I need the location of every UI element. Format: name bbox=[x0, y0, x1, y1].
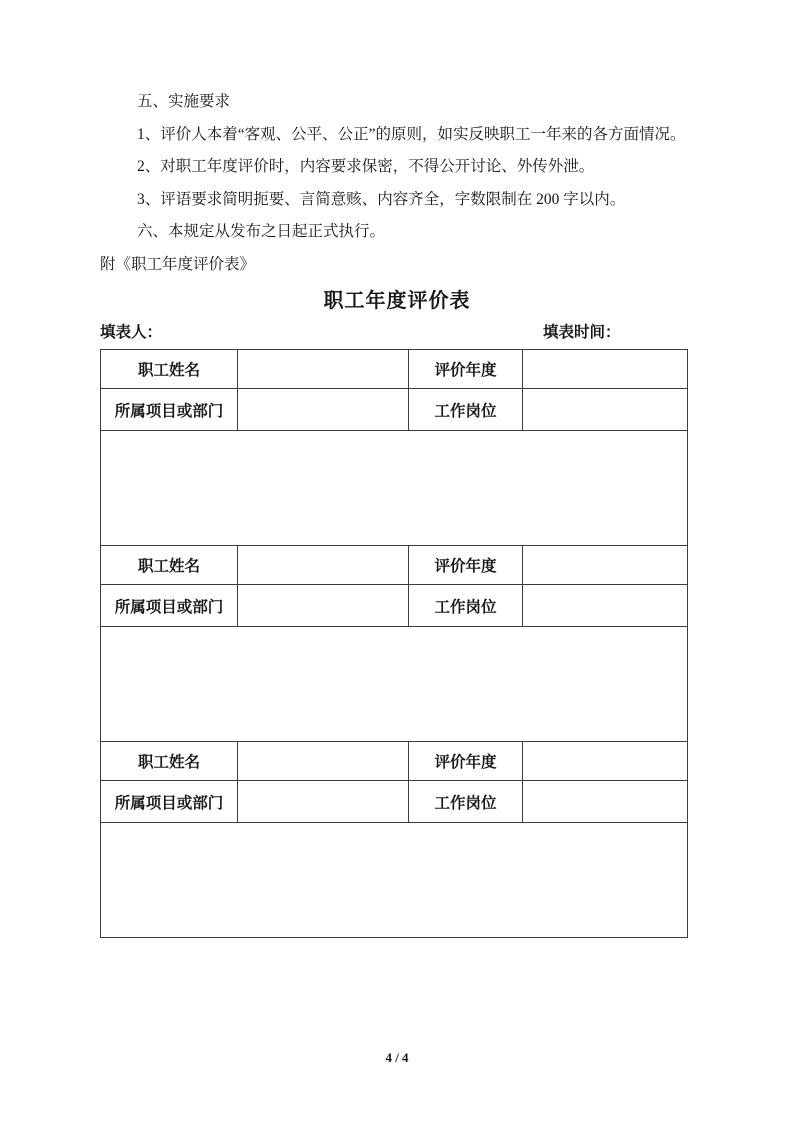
filler-label: 填表人： bbox=[100, 324, 163, 341]
year-label: 评价年度 bbox=[409, 546, 523, 585]
section6-text: 六、本规定从发布之日起正式执行。 bbox=[137, 223, 386, 240]
table-row bbox=[101, 350, 688, 389]
fill-time-label: 填表时间： bbox=[543, 324, 621, 341]
name-value-cell[interactable] bbox=[238, 350, 409, 389]
name-value-cell[interactable] bbox=[238, 742, 409, 781]
table-row bbox=[101, 585, 688, 627]
post-label: 工作岗位 bbox=[409, 389, 523, 431]
evaluation-table bbox=[100, 349, 688, 938]
name-label: 职工姓名 bbox=[101, 350, 238, 389]
table-row bbox=[101, 627, 688, 742]
year-value-cell[interactable] bbox=[523, 350, 688, 389]
year-value-cell[interactable] bbox=[523, 742, 688, 781]
post-value-cell[interactable] bbox=[523, 585, 688, 627]
page-number: 4 / 4 bbox=[385, 1050, 409, 1065]
form-meta-row bbox=[100, 320, 694, 348]
requirement-item-3: 3、评语要求简明扼要、言简意赅、内容齐全，字数限制在 200 字以内。 bbox=[137, 190, 626, 208]
name-label: 职工姓名 bbox=[101, 546, 238, 585]
name-label: 职工姓名 bbox=[101, 742, 238, 781]
requirement-item-1: 1、评价人本着“客观、公平、公正”的原则，如实反映职工一年来的各方面情况。 bbox=[137, 125, 686, 143]
comment-cell[interactable] bbox=[101, 627, 688, 742]
year-label: 评价年度 bbox=[409, 350, 523, 389]
dept-label: 所属项目或部门 bbox=[101, 389, 238, 431]
year-value-cell[interactable] bbox=[523, 546, 688, 585]
dept-value-cell[interactable] bbox=[238, 389, 409, 431]
comment-cell[interactable] bbox=[101, 431, 688, 546]
table-row bbox=[101, 781, 688, 823]
table-row bbox=[101, 823, 688, 938]
post-label: 工作岗位 bbox=[409, 781, 523, 823]
dept-label: 所属项目或部门 bbox=[101, 781, 238, 823]
name-value-cell[interactable] bbox=[238, 546, 409, 585]
table-row bbox=[101, 742, 688, 781]
page-content bbox=[100, 86, 694, 938]
section5-heading: 五、实施要求 bbox=[137, 93, 231, 110]
post-label: 工作岗位 bbox=[409, 585, 523, 627]
year-label: 评价年度 bbox=[409, 742, 523, 781]
post-value-cell[interactable] bbox=[523, 389, 688, 431]
requirement-item-2: 2、对职工年度评价时，内容要求保密，不得公开讨论、外传外泄。 bbox=[137, 158, 595, 175]
attachment-note: 附《职工年度评价表》 bbox=[100, 255, 256, 273]
dept-value-cell[interactable] bbox=[238, 585, 409, 627]
dept-label: 所属项目或部门 bbox=[101, 585, 238, 627]
dept-value-cell[interactable] bbox=[238, 781, 409, 823]
comment-cell[interactable] bbox=[101, 823, 688, 938]
form-title: 职工年度评价表 bbox=[323, 290, 471, 312]
table-row bbox=[101, 431, 688, 546]
post-value-cell[interactable] bbox=[523, 781, 688, 823]
table-row bbox=[101, 389, 688, 431]
table-row bbox=[101, 546, 688, 585]
